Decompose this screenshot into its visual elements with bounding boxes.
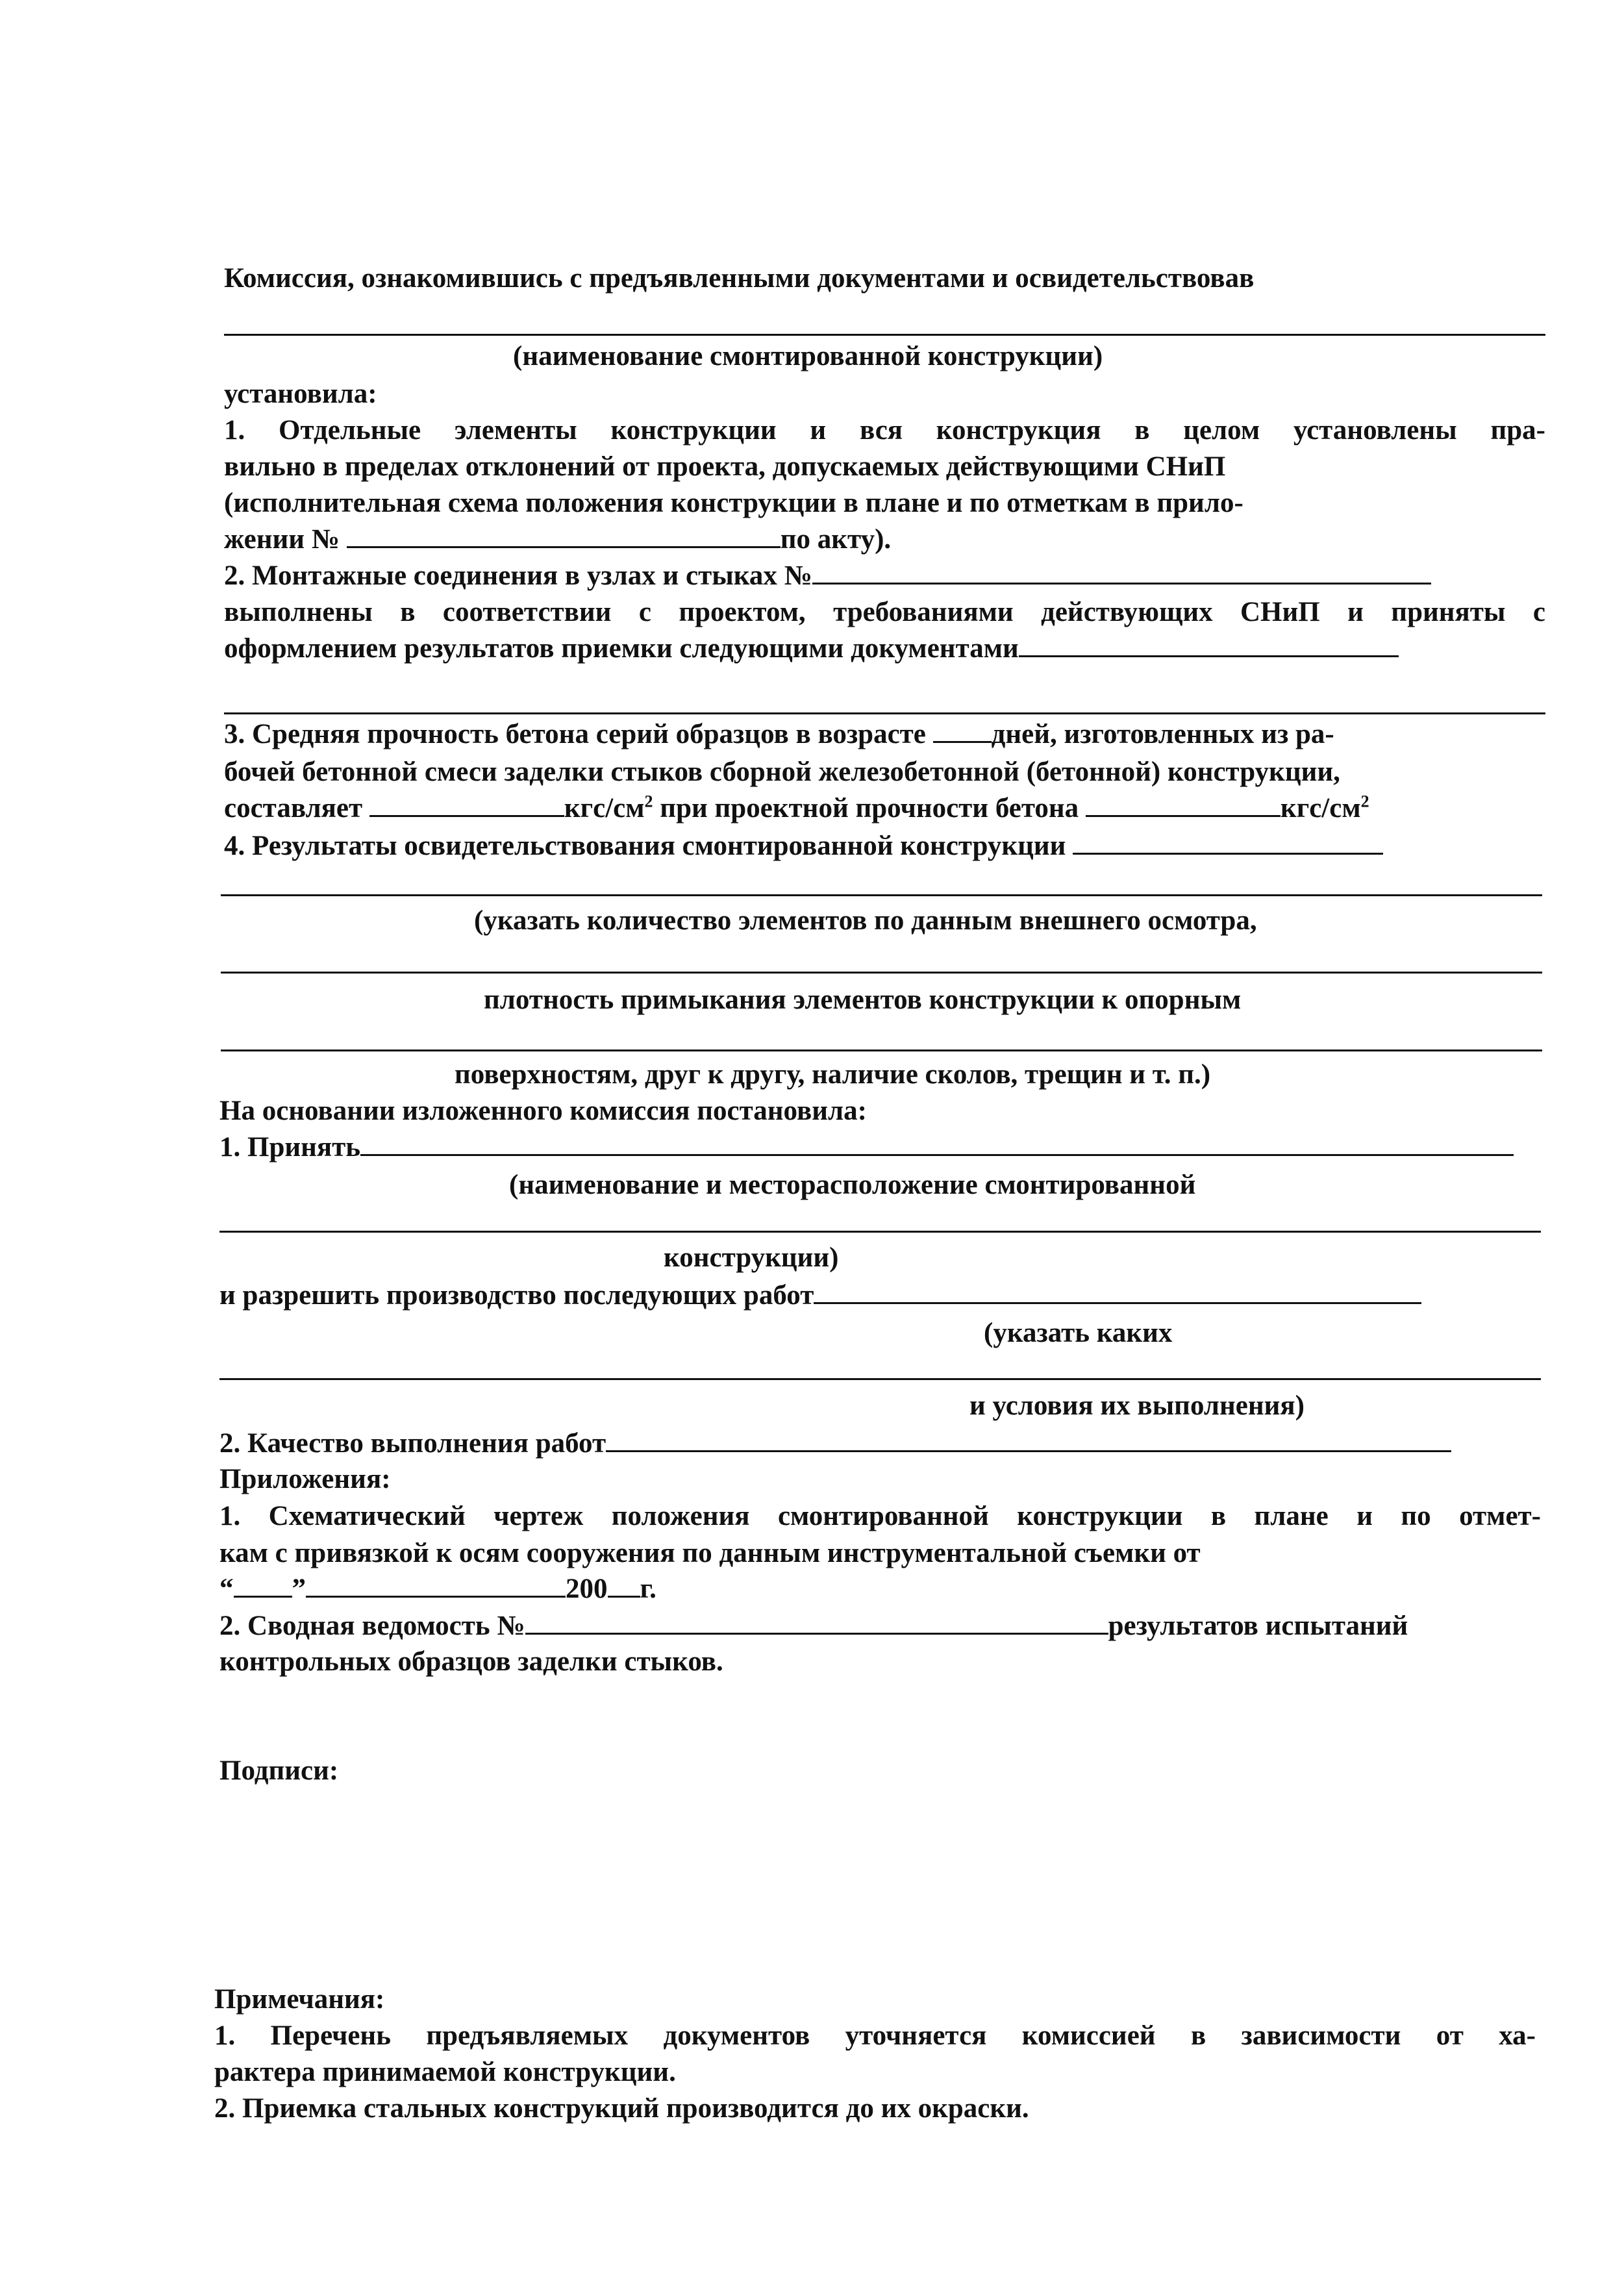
documents-blank-2 bbox=[224, 712, 1545, 714]
unit-sup-1: 2 bbox=[644, 792, 653, 811]
documents-blank bbox=[1019, 633, 1399, 657]
appendix2-line2: контрольных образцов заделки стыков. bbox=[219, 1646, 723, 1677]
item2-line1 bbox=[224, 559, 1431, 594]
accept-blank bbox=[360, 1132, 1514, 1156]
date-month-blank bbox=[306, 1574, 566, 1598]
joints-label: 2. Монтажные соединения в узлах и стыках № bbox=[224, 560, 812, 591]
results-blank-3 bbox=[221, 1050, 1542, 1051]
note1-line2: рактера принимаемой конструкции. bbox=[214, 2057, 676, 2087]
quality-label: 2. Качество выполнения работ bbox=[219, 1428, 606, 1459]
hint-permit-2: и условия их выполнения) bbox=[969, 1390, 1305, 1421]
notes-heading: Примечания: bbox=[214, 1984, 385, 2015]
results-blank-1 bbox=[221, 894, 1542, 896]
design-strength-label: при проектной прочности бетона bbox=[660, 793, 1079, 823]
inspection-results-blank bbox=[1073, 831, 1383, 855]
summary-sheet-label: 2. Сводная ведомость № bbox=[219, 1611, 525, 1641]
permit-label: и разрешить производство последующих работ bbox=[219, 1280, 814, 1311]
strength-blank bbox=[369, 793, 564, 817]
hint-elements-count: (указать количество элементов по данным внешнего осмотра, bbox=[474, 905, 1257, 936]
hint-permit-1: (указать каких bbox=[984, 1318, 1173, 1348]
permit-blank bbox=[814, 1280, 1421, 1304]
item1-line1: 1. Отдельные элементы конструкции и вся конструкция в целом установлены пра- bbox=[224, 415, 1545, 446]
date-quote-open: “ bbox=[219, 1574, 234, 1604]
date-day-blank bbox=[234, 1574, 292, 1598]
accept-blank-2 bbox=[219, 1231, 1541, 1233]
intro-text: Комиссия, ознакомившись с предъявленными документами и освидетельствовав bbox=[224, 263, 1255, 294]
decision-heading: На основании изложенного комиссия постановила: bbox=[219, 1096, 867, 1126]
joints-number-blank bbox=[812, 560, 1431, 585]
appendix-number-label: жении № bbox=[224, 524, 340, 555]
item2-line2: выполнены в соответствии с проектом, требованиями действующих СНиП и приняты с bbox=[224, 597, 1545, 627]
unit-label-1: кгс/см bbox=[564, 793, 645, 823]
appendix2-line1 bbox=[219, 1609, 1408, 1644]
permit-line bbox=[219, 1278, 1421, 1313]
date-year-suffix: г. bbox=[640, 1574, 656, 1604]
concrete-age-label: 3. Средняя прочность бетона серий образцов в возрасте bbox=[224, 719, 926, 749]
unit-label-2: кгс/см bbox=[1280, 793, 1361, 823]
hint-density: плотность примыкания элементов конструкции к опорным bbox=[484, 985, 1242, 1015]
documents-label: оформлением результатов приемки следующими документами bbox=[224, 633, 1019, 664]
results-blank-2 bbox=[221, 972, 1542, 974]
accept-label: 1. Принять bbox=[219, 1132, 361, 1163]
by-act-label: по акту). bbox=[780, 524, 892, 555]
days-label: дней, изготовленных из ра- bbox=[991, 719, 1334, 749]
item2-line3 bbox=[224, 631, 1399, 666]
item1-line2: вильно в пределах отклонений от проекта, допускаемых действующими СНиП bbox=[224, 451, 1226, 482]
signatures-label: Подписи: bbox=[219, 1755, 339, 1786]
note1-line1: 1. Перечень предъявляемых документов уточняется комиссией в зависимости от ха- bbox=[214, 2020, 1536, 2051]
hint-construction-name: (наименование смонтированной конструкции) bbox=[513, 341, 1103, 371]
design-strength-blank bbox=[1086, 793, 1280, 817]
item3-line3 bbox=[224, 791, 1369, 826]
appendix1-line1: 1. Схематический чертеж положения смонтированной конструкции в плане и по отмет- bbox=[219, 1501, 1541, 1531]
summary-sheet-blank bbox=[525, 1611, 1108, 1635]
permit-blank-2 bbox=[219, 1378, 1541, 1380]
test-results-label: результатов испытаний bbox=[1108, 1611, 1408, 1641]
date-quote-close: ” bbox=[292, 1574, 306, 1604]
item3-line1 bbox=[224, 717, 1334, 752]
hint-accept-1: (наименование и месторасположение смонтированной bbox=[509, 1170, 1196, 1200]
quality-blank bbox=[606, 1428, 1451, 1452]
inspection-results-label: 4. Результаты освидетельствования смонтированной конструкции bbox=[224, 831, 1066, 861]
blank-construction-name bbox=[224, 334, 1545, 336]
item1-line4 bbox=[224, 522, 891, 557]
hint-accept-2: конструкции) bbox=[664, 1242, 839, 1273]
amounts-label: составляет bbox=[224, 793, 363, 823]
quality-line bbox=[219, 1426, 1451, 1461]
age-days-blank bbox=[933, 719, 992, 743]
date-year-prefix: 200 bbox=[566, 1574, 608, 1604]
accept-line bbox=[219, 1130, 1514, 1165]
item1-line3: (исполнительная схема положения конструкции в плане и по отметкам в прило- bbox=[224, 488, 1243, 518]
unit-sup-2: 2 bbox=[1360, 792, 1369, 811]
hint-surfaces: поверхностям, друг к другу, наличие сколов, трещин и т. п.) bbox=[455, 1059, 1211, 1090]
note2: 2. Приемка стальных конструкций производится до их окраски. bbox=[214, 2093, 1029, 2124]
appendices-heading: Приложения: bbox=[219, 1464, 391, 1494]
date-year-blank bbox=[608, 1574, 640, 1598]
appendix1-date bbox=[219, 1572, 656, 1607]
established-label: установила: bbox=[224, 379, 377, 409]
appendix1-line2: кам с привязкой к осям сооружения по данным инструментальной съемки от bbox=[219, 1538, 1201, 1568]
appendix-number-blank bbox=[347, 524, 781, 548]
item4-line1 bbox=[224, 829, 1383, 864]
item3-line2: бочей бетонной смеси заделки стыков сборной железобетонной (бетонной) конструкции, bbox=[224, 757, 1340, 787]
